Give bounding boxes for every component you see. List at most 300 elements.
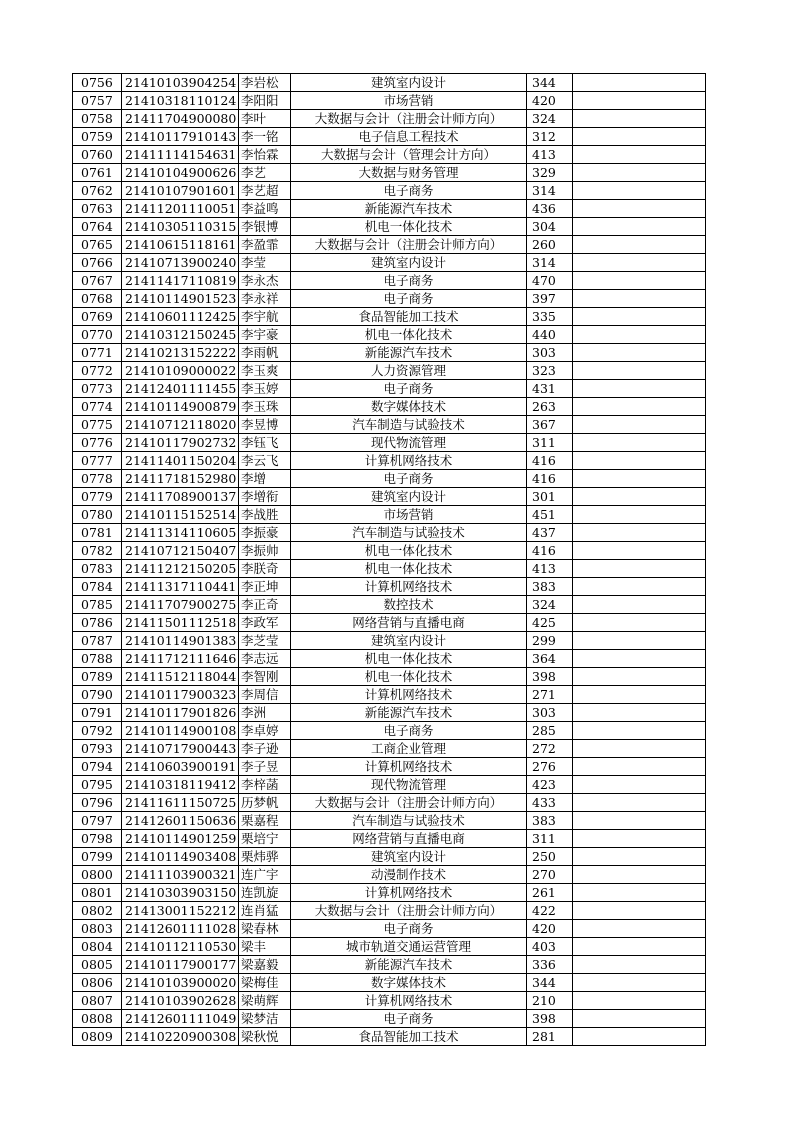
serial-number-cell: 0778 bbox=[73, 470, 122, 488]
table-row bbox=[73, 974, 706, 992]
candidate-id-cell: 21411611150725 bbox=[122, 794, 239, 812]
serial-number-cell: 0793 bbox=[73, 740, 122, 758]
table-row bbox=[73, 812, 706, 830]
serial-number-cell: 0763 bbox=[73, 200, 122, 218]
serial-number-cell: 0779 bbox=[73, 488, 122, 506]
score-cell: 324 bbox=[527, 110, 573, 128]
candidate-id-cell: 21410114901259 bbox=[122, 830, 239, 848]
student-name-cell: 李永杰 bbox=[239, 272, 291, 290]
remark-cell bbox=[573, 92, 706, 110]
candidate-id-cell: 21411712111646 bbox=[122, 650, 239, 668]
remark-cell bbox=[573, 560, 706, 578]
serial-number-cell: 0774 bbox=[73, 398, 122, 416]
table-row bbox=[73, 218, 706, 236]
major-cell: 网络营销与直播电商 bbox=[291, 614, 527, 632]
serial-number-cell: 0781 bbox=[73, 524, 122, 542]
candidate-id-cell: 21410220900308 bbox=[122, 1028, 239, 1046]
remark-cell bbox=[573, 488, 706, 506]
candidate-id-cell: 21410717900443 bbox=[122, 740, 239, 758]
table-row bbox=[73, 164, 706, 182]
serial-number-cell: 0770 bbox=[73, 326, 122, 344]
score-cell: 314 bbox=[527, 182, 573, 200]
serial-number-cell: 0795 bbox=[73, 776, 122, 794]
serial-number-cell: 0759 bbox=[73, 128, 122, 146]
student-name-cell: 李正坤 bbox=[239, 578, 291, 596]
student-name-cell: 李玉爽 bbox=[239, 362, 291, 380]
student-name-cell: 李卓婷 bbox=[239, 722, 291, 740]
remark-cell bbox=[573, 830, 706, 848]
score-cell: 383 bbox=[527, 578, 573, 596]
student-name-cell: 李振豪 bbox=[239, 524, 291, 542]
score-cell: 270 bbox=[527, 866, 573, 884]
score-cell: 271 bbox=[527, 686, 573, 704]
remark-cell bbox=[573, 326, 706, 344]
serial-number-cell: 0772 bbox=[73, 362, 122, 380]
table-row bbox=[73, 128, 706, 146]
score-cell: 335 bbox=[527, 308, 573, 326]
major-cell: 计算机网络技术 bbox=[291, 452, 527, 470]
major-cell: 数字媒体技术 bbox=[291, 398, 527, 416]
candidate-id-cell: 21411704900080 bbox=[122, 110, 239, 128]
student-name-cell: 梁梅佳 bbox=[239, 974, 291, 992]
student-name-cell: 李振帅 bbox=[239, 542, 291, 560]
major-cell: 新能源汽车技术 bbox=[291, 344, 527, 362]
remark-cell bbox=[573, 200, 706, 218]
table-row bbox=[73, 416, 706, 434]
candidate-id-cell: 21413001152212 bbox=[122, 902, 239, 920]
student-name-cell: 李增衔 bbox=[239, 488, 291, 506]
table-row bbox=[73, 830, 706, 848]
serial-number-cell: 0802 bbox=[73, 902, 122, 920]
major-cell: 电子商务 bbox=[291, 1010, 527, 1028]
table-row bbox=[73, 308, 706, 326]
candidate-id-cell: 21410117900177 bbox=[122, 956, 239, 974]
remark-cell bbox=[573, 110, 706, 128]
student-name-cell: 李雨帆 bbox=[239, 344, 291, 362]
remark-cell bbox=[573, 398, 706, 416]
major-cell: 电子商务 bbox=[291, 380, 527, 398]
remark-cell bbox=[573, 1010, 706, 1028]
student-name-cell: 李周信 bbox=[239, 686, 291, 704]
student-name-cell: 栗嘉程 bbox=[239, 812, 291, 830]
table-row bbox=[73, 776, 706, 794]
serial-number-cell: 0766 bbox=[73, 254, 122, 272]
major-cell: 大数据与会计（注册会计师方向） bbox=[291, 110, 527, 128]
score-cell: 336 bbox=[527, 956, 573, 974]
student-name-cell: 李昱博 bbox=[239, 416, 291, 434]
candidate-id-cell: 21410318119412 bbox=[122, 776, 239, 794]
table-row bbox=[73, 452, 706, 470]
major-cell: 建筑室内设计 bbox=[291, 74, 527, 92]
student-name-cell: 李艺超 bbox=[239, 182, 291, 200]
candidate-id-cell: 21410114901523 bbox=[122, 290, 239, 308]
major-cell: 工商企业管理 bbox=[291, 740, 527, 758]
candidate-id-cell: 21410109000022 bbox=[122, 362, 239, 380]
score-cell: 250 bbox=[527, 848, 573, 866]
table-row bbox=[73, 200, 706, 218]
student-name-cell: 李朕奇 bbox=[239, 560, 291, 578]
candidate-id-cell: 21411314110605 bbox=[122, 524, 239, 542]
remark-cell bbox=[573, 704, 706, 722]
score-cell: 416 bbox=[527, 470, 573, 488]
remark-cell bbox=[573, 812, 706, 830]
table-row bbox=[73, 668, 706, 686]
major-cell: 食品智能加工技术 bbox=[291, 308, 527, 326]
remark-cell bbox=[573, 776, 706, 794]
table-row bbox=[73, 884, 706, 902]
serial-number-cell: 0761 bbox=[73, 164, 122, 182]
major-cell: 建筑室内设计 bbox=[291, 254, 527, 272]
student-name-cell: 连肖猛 bbox=[239, 902, 291, 920]
score-cell: 312 bbox=[527, 128, 573, 146]
serial-number-cell: 0765 bbox=[73, 236, 122, 254]
table-row bbox=[73, 542, 706, 560]
candidate-id-cell: 21410712118020 bbox=[122, 416, 239, 434]
serial-number-cell: 0790 bbox=[73, 686, 122, 704]
candidate-id-cell: 21410117901826 bbox=[122, 704, 239, 722]
serial-number-cell: 0800 bbox=[73, 866, 122, 884]
candidate-id-cell: 21410713900240 bbox=[122, 254, 239, 272]
major-cell: 大数据与会计（管理会计方向） bbox=[291, 146, 527, 164]
major-cell: 计算机网络技术 bbox=[291, 578, 527, 596]
remark-cell bbox=[573, 452, 706, 470]
serial-number-cell: 0801 bbox=[73, 884, 122, 902]
student-name-cell: 李宇豪 bbox=[239, 326, 291, 344]
remark-cell bbox=[573, 272, 706, 290]
student-name-cell: 连广宇 bbox=[239, 866, 291, 884]
candidate-id-cell: 21410712150407 bbox=[122, 542, 239, 560]
student-name-cell: 李叶 bbox=[239, 110, 291, 128]
student-name-cell: 栗炜骅 bbox=[239, 848, 291, 866]
candidate-id-cell: 21412401111455 bbox=[122, 380, 239, 398]
serial-number-cell: 0804 bbox=[73, 938, 122, 956]
serial-number-cell: 0783 bbox=[73, 560, 122, 578]
major-cell: 数控技术 bbox=[291, 596, 527, 614]
major-cell: 大数据与财务管理 bbox=[291, 164, 527, 182]
serial-number-cell: 0788 bbox=[73, 650, 122, 668]
major-cell: 建筑室内设计 bbox=[291, 632, 527, 650]
candidate-id-cell: 21410115152514 bbox=[122, 506, 239, 524]
serial-number-cell: 0789 bbox=[73, 668, 122, 686]
score-cell: 311 bbox=[527, 830, 573, 848]
remark-cell bbox=[573, 794, 706, 812]
score-cell: 210 bbox=[527, 992, 573, 1010]
serial-number-cell: 0773 bbox=[73, 380, 122, 398]
table-row bbox=[73, 758, 706, 776]
score-cell: 364 bbox=[527, 650, 573, 668]
remark-cell bbox=[573, 164, 706, 182]
candidate-id-cell: 21410318110124 bbox=[122, 92, 239, 110]
student-name-cell: 李岩松 bbox=[239, 74, 291, 92]
table-row bbox=[73, 182, 706, 200]
student-name-cell: 李云飞 bbox=[239, 452, 291, 470]
student-name-cell: 李玉婷 bbox=[239, 380, 291, 398]
candidate-id-cell: 21412601111049 bbox=[122, 1010, 239, 1028]
candidate-id-cell: 21411417110819 bbox=[122, 272, 239, 290]
table-row bbox=[73, 470, 706, 488]
score-cell: 323 bbox=[527, 362, 573, 380]
serial-number-cell: 0807 bbox=[73, 992, 122, 1010]
student-name-cell: 李怡霖 bbox=[239, 146, 291, 164]
candidate-id-cell: 21410114903408 bbox=[122, 848, 239, 866]
score-cell: 422 bbox=[527, 902, 573, 920]
table-row bbox=[73, 398, 706, 416]
score-cell: 437 bbox=[527, 524, 573, 542]
score-cell: 413 bbox=[527, 560, 573, 578]
score-cell: 260 bbox=[527, 236, 573, 254]
score-cell: 397 bbox=[527, 290, 573, 308]
major-cell: 数字媒体技术 bbox=[291, 974, 527, 992]
remark-cell bbox=[573, 1028, 706, 1046]
serial-number-cell: 0758 bbox=[73, 110, 122, 128]
student-name-cell: 梁萌辉 bbox=[239, 992, 291, 1010]
score-cell: 329 bbox=[527, 164, 573, 182]
candidate-id-cell: 21410103900020 bbox=[122, 974, 239, 992]
serial-number-cell: 0806 bbox=[73, 974, 122, 992]
major-cell: 电子商务 bbox=[291, 470, 527, 488]
table-row bbox=[73, 848, 706, 866]
score-cell: 344 bbox=[527, 974, 573, 992]
serial-number-cell: 0785 bbox=[73, 596, 122, 614]
remark-cell bbox=[573, 956, 706, 974]
candidate-id-cell: 21410114900108 bbox=[122, 722, 239, 740]
major-cell: 计算机网络技术 bbox=[291, 686, 527, 704]
student-name-cell: 李政军 bbox=[239, 614, 291, 632]
score-cell: 303 bbox=[527, 344, 573, 362]
student-name-cell: 李梓菡 bbox=[239, 776, 291, 794]
major-cell: 计算机网络技术 bbox=[291, 758, 527, 776]
candidate-id-cell: 21410112110530 bbox=[122, 938, 239, 956]
student-name-cell: 李正奇 bbox=[239, 596, 291, 614]
candidate-id-cell: 21411103900321 bbox=[122, 866, 239, 884]
candidate-id-cell: 21410305110315 bbox=[122, 218, 239, 236]
remark-cell bbox=[573, 920, 706, 938]
table-row bbox=[73, 488, 706, 506]
serial-number-cell: 0805 bbox=[73, 956, 122, 974]
table-row bbox=[73, 992, 706, 1010]
serial-number-cell: 0794 bbox=[73, 758, 122, 776]
remark-cell bbox=[573, 470, 706, 488]
table-row bbox=[73, 794, 706, 812]
student-name-cell: 李子昱 bbox=[239, 758, 291, 776]
major-cell: 现代物流管理 bbox=[291, 776, 527, 794]
remark-cell bbox=[573, 308, 706, 326]
major-cell: 计算机网络技术 bbox=[291, 884, 527, 902]
table-row bbox=[73, 560, 706, 578]
serial-number-cell: 0799 bbox=[73, 848, 122, 866]
serial-number-cell: 0796 bbox=[73, 794, 122, 812]
remark-cell bbox=[573, 848, 706, 866]
major-cell: 动漫制作技术 bbox=[291, 866, 527, 884]
serial-number-cell: 0808 bbox=[73, 1010, 122, 1028]
major-cell: 汽车制造与试验技术 bbox=[291, 812, 527, 830]
remark-cell bbox=[573, 686, 706, 704]
score-cell: 314 bbox=[527, 254, 573, 272]
candidate-id-cell: 21411718152980 bbox=[122, 470, 239, 488]
score-cell: 303 bbox=[527, 704, 573, 722]
major-cell: 机电一体化技术 bbox=[291, 650, 527, 668]
candidate-id-cell: 21410103902628 bbox=[122, 992, 239, 1010]
serial-number-cell: 0786 bbox=[73, 614, 122, 632]
major-cell: 新能源汽车技术 bbox=[291, 956, 527, 974]
major-cell: 电子商务 bbox=[291, 920, 527, 938]
student-name-cell: 李阳阳 bbox=[239, 92, 291, 110]
serial-number-cell: 0762 bbox=[73, 182, 122, 200]
candidate-id-cell: 21411401150204 bbox=[122, 452, 239, 470]
student-name-cell: 梁丰 bbox=[239, 938, 291, 956]
table-row bbox=[73, 902, 706, 920]
table-row bbox=[73, 506, 706, 524]
table-row bbox=[73, 740, 706, 758]
serial-number-cell: 0792 bbox=[73, 722, 122, 740]
student-name-cell: 李智刚 bbox=[239, 668, 291, 686]
candidate-id-cell: 21410114900879 bbox=[122, 398, 239, 416]
remark-cell bbox=[573, 74, 706, 92]
remark-cell bbox=[573, 380, 706, 398]
student-name-cell: 李一铭 bbox=[239, 128, 291, 146]
student-name-cell: 李艺 bbox=[239, 164, 291, 182]
student-name-cell: 李永祥 bbox=[239, 290, 291, 308]
table-row bbox=[73, 650, 706, 668]
remark-cell bbox=[573, 740, 706, 758]
candidate-id-cell: 21410303903150 bbox=[122, 884, 239, 902]
table-row bbox=[73, 686, 706, 704]
table-row bbox=[73, 1010, 706, 1028]
table-row bbox=[73, 254, 706, 272]
candidate-id-cell: 21410117910143 bbox=[122, 128, 239, 146]
score-cell: 367 bbox=[527, 416, 573, 434]
major-cell: 机电一体化技术 bbox=[291, 560, 527, 578]
student-name-cell: 梁梦洁 bbox=[239, 1010, 291, 1028]
remark-cell bbox=[573, 578, 706, 596]
table-row bbox=[73, 704, 706, 722]
remark-cell bbox=[573, 632, 706, 650]
student-name-cell: 李宇航 bbox=[239, 308, 291, 326]
score-cell: 403 bbox=[527, 938, 573, 956]
candidate-id-cell: 21410615118161 bbox=[122, 236, 239, 254]
serial-number-cell: 0769 bbox=[73, 308, 122, 326]
serial-number-cell: 0767 bbox=[73, 272, 122, 290]
major-cell: 建筑室内设计 bbox=[291, 488, 527, 506]
candidate-id-cell: 21410601112425 bbox=[122, 308, 239, 326]
major-cell: 新能源汽车技术 bbox=[291, 704, 527, 722]
score-cell: 440 bbox=[527, 326, 573, 344]
remark-cell bbox=[573, 218, 706, 236]
student-name-cell: 李莹 bbox=[239, 254, 291, 272]
score-cell: 299 bbox=[527, 632, 573, 650]
table-row bbox=[73, 380, 706, 398]
student-name-cell: 历梦帆 bbox=[239, 794, 291, 812]
candidate-id-cell: 21411708900137 bbox=[122, 488, 239, 506]
student-name-cell: 栗培宁 bbox=[239, 830, 291, 848]
student-name-cell: 李盈霏 bbox=[239, 236, 291, 254]
remark-cell bbox=[573, 992, 706, 1010]
serial-number-cell: 0756 bbox=[73, 74, 122, 92]
score-cell: 285 bbox=[527, 722, 573, 740]
student-name-cell: 梁秋悦 bbox=[239, 1028, 291, 1046]
score-cell: 420 bbox=[527, 920, 573, 938]
candidate-id-cell: 21412601150636 bbox=[122, 812, 239, 830]
major-cell: 人力资源管理 bbox=[291, 362, 527, 380]
major-cell: 大数据与会计（注册会计师方向） bbox=[291, 236, 527, 254]
student-name-cell: 李洲 bbox=[239, 704, 291, 722]
table-row bbox=[73, 956, 706, 974]
candidate-id-cell: 21412601111028 bbox=[122, 920, 239, 938]
major-cell: 电子商务 bbox=[291, 290, 527, 308]
score-cell: 272 bbox=[527, 740, 573, 758]
table-row bbox=[73, 1028, 706, 1046]
score-cell: 420 bbox=[527, 92, 573, 110]
serial-number-cell: 0776 bbox=[73, 434, 122, 452]
remark-cell bbox=[573, 974, 706, 992]
major-cell: 机电一体化技术 bbox=[291, 668, 527, 686]
remark-cell bbox=[573, 254, 706, 272]
remark-cell bbox=[573, 866, 706, 884]
serial-number-cell: 0780 bbox=[73, 506, 122, 524]
major-cell: 汽车制造与试验技术 bbox=[291, 524, 527, 542]
remark-cell bbox=[573, 614, 706, 632]
table-row bbox=[73, 524, 706, 542]
serial-number-cell: 0777 bbox=[73, 452, 122, 470]
remark-cell bbox=[573, 290, 706, 308]
remark-cell bbox=[573, 596, 706, 614]
score-cell: 263 bbox=[527, 398, 573, 416]
serial-number-cell: 0809 bbox=[73, 1028, 122, 1046]
serial-number-cell: 0803 bbox=[73, 920, 122, 938]
table-row bbox=[73, 326, 706, 344]
score-cell: 301 bbox=[527, 488, 573, 506]
serial-number-cell: 0784 bbox=[73, 578, 122, 596]
remark-cell bbox=[573, 434, 706, 452]
serial-number-cell: 0798 bbox=[73, 830, 122, 848]
candidate-id-cell: 21410213152222 bbox=[122, 344, 239, 362]
major-cell: 大数据与会计（注册会计师方向） bbox=[291, 794, 527, 812]
major-cell: 机电一体化技术 bbox=[291, 542, 527, 560]
admission-list-sheet bbox=[72, 73, 705, 1046]
score-cell: 281 bbox=[527, 1028, 573, 1046]
student-name-cell: 梁嘉毅 bbox=[239, 956, 291, 974]
score-cell: 304 bbox=[527, 218, 573, 236]
serial-number-cell: 0771 bbox=[73, 344, 122, 362]
table-row bbox=[73, 272, 706, 290]
score-cell: 425 bbox=[527, 614, 573, 632]
table-row bbox=[73, 146, 706, 164]
table-row bbox=[73, 866, 706, 884]
student-name-cell: 李战胜 bbox=[239, 506, 291, 524]
table-row bbox=[73, 578, 706, 596]
remark-cell bbox=[573, 416, 706, 434]
remark-cell bbox=[573, 344, 706, 362]
remark-cell bbox=[573, 362, 706, 380]
remark-cell bbox=[573, 182, 706, 200]
table-row bbox=[73, 614, 706, 632]
student-name-cell: 李银博 bbox=[239, 218, 291, 236]
candidate-id-cell: 21410103904254 bbox=[122, 74, 239, 92]
major-cell: 汽车制造与试验技术 bbox=[291, 416, 527, 434]
major-cell: 新能源汽车技术 bbox=[291, 200, 527, 218]
serial-number-cell: 0797 bbox=[73, 812, 122, 830]
score-cell: 276 bbox=[527, 758, 573, 776]
student-name-cell: 李增 bbox=[239, 470, 291, 488]
score-cell: 470 bbox=[527, 272, 573, 290]
major-cell: 市场营销 bbox=[291, 92, 527, 110]
table-row bbox=[73, 434, 706, 452]
table-row bbox=[73, 236, 706, 254]
student-name-cell: 李芝莹 bbox=[239, 632, 291, 650]
candidate-id-cell: 21411201110051 bbox=[122, 200, 239, 218]
score-cell: 383 bbox=[527, 812, 573, 830]
candidate-id-cell: 21410114901383 bbox=[122, 632, 239, 650]
